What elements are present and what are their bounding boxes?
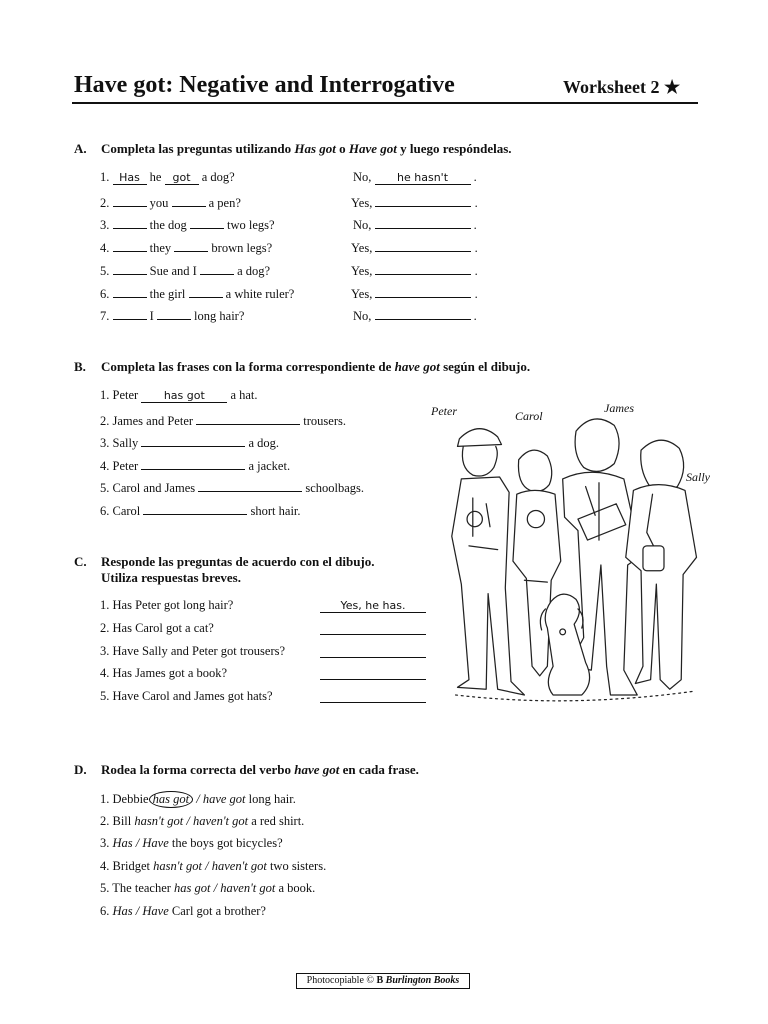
answer-blank[interactable]: [375, 193, 471, 207]
exercise-a-answer: Yes, .: [351, 284, 478, 302]
item-number: 4.: [100, 241, 113, 256]
exercise-b-item: [100, 411, 346, 429]
exercise-c-item: [100, 621, 214, 636]
answer-prefix: No,: [353, 170, 375, 184]
item-text: Debbie: [112, 792, 149, 806]
answer-blank[interactable]: [141, 456, 245, 470]
item-text: two legs?: [227, 218, 275, 233]
answer-blank[interactable]: [157, 306, 191, 320]
item-number: 2.: [100, 195, 113, 210]
item-text: you: [149, 195, 169, 210]
exercise-a-item: [100, 193, 241, 211]
exercise-a-answer: Yes, .: [351, 193, 478, 211]
answer-blank[interactable]: [143, 501, 247, 515]
item-number: 4.: [100, 458, 113, 473]
item-text: two sisters.: [266, 858, 327, 873]
item-number: 4.: [100, 858, 113, 873]
copyright-box: Photocopiable © B Burlington Books: [296, 973, 470, 989]
item-text: Sue and I: [149, 263, 197, 278]
option-separator: /: [132, 904, 143, 918]
item-number: 2.: [100, 620, 113, 635]
item-subject: Peter: [112, 388, 142, 402]
item-number: 3.: [100, 436, 113, 451]
exercise-d-item: [100, 859, 326, 874]
answer-prefix: Yes,: [351, 263, 376, 278]
exercise-c-answer: [320, 689, 426, 707]
answer-blank[interactable]: [174, 238, 208, 252]
worksheet-title: Have got: Negative and Interrogative: [74, 72, 455, 98]
item-number: 5.: [100, 881, 113, 896]
answer-blank[interactable]: [375, 261, 471, 275]
option-separator: /: [132, 836, 143, 851]
answer-blank[interactable]: [320, 666, 426, 680]
item-object: short hair.: [247, 504, 301, 518]
answer-blank[interactable]: [113, 284, 147, 298]
item-number: 5.: [100, 481, 113, 496]
answer-blank[interactable]: [375, 306, 471, 320]
item-object: a hat.: [227, 388, 258, 402]
item-object: trousers.: [300, 413, 346, 428]
item-subject: Carol and James: [112, 481, 199, 496]
answer-blank[interactable]: [189, 284, 223, 298]
exercise-a-answer: No, he hasn't .: [353, 170, 477, 184]
exercise-c-answer: [320, 621, 426, 639]
title-rule: [72, 102, 698, 104]
answer-blank[interactable]: [320, 689, 426, 703]
item-number: 6.: [100, 904, 113, 918]
kids-and-dog-illustration: [436, 412, 718, 716]
answer-blank[interactable]: [320, 621, 426, 635]
exercise-c-answer: [320, 666, 426, 684]
item-question: Have Sally and Peter got trousers?: [112, 643, 286, 658]
item-number: 6.: [100, 504, 113, 518]
label-peter: Peter: [431, 404, 457, 418]
exercise-d-item: [100, 836, 283, 851]
option-separator: /: [193, 792, 203, 806]
exercise-a-item: [100, 306, 244, 324]
exercise-b-item: [100, 478, 364, 496]
item-text: long hair?: [194, 309, 245, 324]
exercise-b-item: [100, 501, 301, 519]
verb-option[interactable]: haven't got: [192, 813, 249, 828]
answer-blank[interactable]: got: [165, 171, 199, 185]
verb-option[interactable]: Has: [112, 904, 133, 918]
exercise-a-item: [100, 284, 294, 302]
exercise-a-answer: Yes, .: [351, 238, 478, 256]
item-number: 5.: [100, 689, 113, 704]
worksheet-number: Worksheet 2 ★: [563, 77, 681, 97]
option-separator: /: [210, 881, 221, 896]
answer-blank[interactable]: Has: [113, 171, 147, 185]
verb-option[interactable]: Have: [142, 904, 169, 918]
item-number: 2.: [100, 813, 113, 828]
exercise-a-item: [100, 215, 275, 233]
item-subject: Peter: [112, 458, 142, 473]
exercise-b-item: [100, 433, 279, 451]
item-text: the boys got bicycles?: [168, 836, 283, 851]
item-number: 2.: [100, 413, 113, 428]
item-text: brown legs?: [211, 241, 273, 256]
answer-blank[interactable]: [113, 215, 147, 229]
answer-blank[interactable]: [113, 261, 147, 275]
option-separator: /: [183, 813, 193, 828]
item-text: a red shirt.: [248, 813, 305, 828]
verb-option[interactable]: hasn't got: [153, 858, 202, 873]
item-number: 1.: [100, 598, 113, 612]
answer-blank[interactable]: he hasn't: [375, 171, 471, 185]
verb-option[interactable]: Have: [142, 836, 169, 851]
exercise-a-item: [100, 261, 270, 279]
exercise-c-item: [100, 689, 273, 704]
item-text: Bridget: [112, 858, 154, 873]
answer-blank[interactable]: [141, 433, 245, 447]
item-question: Has Peter got long hair?: [112, 598, 234, 612]
exercise-d-item: [100, 791, 296, 808]
verb-option[interactable]: has got: [174, 881, 211, 896]
item-number: 5.: [100, 263, 113, 278]
exercise-c-item: [100, 666, 227, 681]
exercise-a-item: [100, 238, 272, 256]
exercise-c-answer: [320, 598, 426, 613]
answer-blank[interactable]: [113, 306, 147, 320]
item-text: long hair.: [245, 792, 296, 806]
answer-blank[interactable]: [113, 193, 147, 207]
item-text: a dog?: [201, 170, 235, 184]
answer-blank[interactable]: [198, 478, 302, 492]
item-object: a jacket.: [245, 458, 291, 473]
item-subject: Sally: [112, 436, 142, 451]
exercise-a-answer: No, .: [353, 215, 477, 233]
item-number: 1.: [100, 792, 113, 806]
item-text: the girl: [149, 286, 186, 301]
answer-blank[interactable]: [200, 261, 234, 275]
exercise-a-answer: Yes, .: [351, 261, 478, 279]
item-object: a dog.: [245, 436, 280, 451]
verb-option[interactable]: hasn't got: [134, 813, 184, 828]
item-text: Carl got a brother?: [168, 904, 266, 918]
item-text: I: [149, 309, 154, 324]
answer-prefix: No,: [353, 309, 375, 324]
item-subject: James and Peter: [112, 413, 197, 428]
option-separator: /: [201, 858, 212, 873]
answer-blank[interactable]: [190, 215, 224, 229]
item-question: Has James got a book?: [112, 666, 228, 681]
exercise-c-item: [100, 644, 285, 659]
item-text: the dog: [149, 218, 187, 233]
label-sally: Sally: [686, 470, 710, 484]
item-text: a dog?: [237, 263, 271, 278]
answer-blank[interactable]: has got: [141, 389, 227, 403]
item-question: Have Carol and James got hats?: [112, 689, 273, 704]
item-number: 3.: [100, 643, 113, 658]
exercise-a-answer: No, .: [353, 306, 477, 324]
answer-blank[interactable]: Yes, he has.: [320, 599, 426, 613]
item-number: 7.: [100, 309, 113, 324]
label-james: James: [604, 401, 634, 415]
item-text: The teacher: [112, 881, 175, 896]
exercise-d-item: [100, 814, 304, 829]
exercise-d-item: [100, 881, 315, 896]
item-number: 3.: [100, 218, 113, 233]
item-number: 4.: [100, 666, 113, 681]
verb-option[interactable]: Has: [112, 836, 133, 851]
item-number: 3.: [100, 836, 113, 851]
answer-blank[interactable]: [375, 238, 471, 252]
verb-option[interactable]: have got: [202, 792, 246, 806]
exercise-c-answer: [320, 644, 426, 662]
burlington-logo-icon: B: [376, 975, 384, 986]
item-number: 1.: [100, 388, 113, 402]
verb-option[interactable]: haven't got: [220, 881, 276, 896]
item-number: 6.: [100, 286, 113, 301]
exercise-c-item: [100, 598, 233, 613]
item-text: a pen?: [208, 195, 241, 210]
answer-blank[interactable]: [375, 284, 471, 298]
item-text: he: [149, 170, 162, 184]
verb-option[interactable]: haven't got: [211, 858, 267, 873]
label-carol: Carol: [515, 409, 543, 423]
answer-prefix: Yes,: [351, 195, 376, 210]
exercise-d-item: [100, 904, 266, 919]
item-text: a book.: [275, 881, 316, 896]
exercise-b-item: [100, 456, 290, 474]
answer-prefix: Yes,: [351, 286, 376, 301]
answer-blank[interactable]: [172, 193, 206, 207]
answer-blank[interactable]: [113, 238, 147, 252]
item-subject: Carol: [112, 504, 144, 518]
answer-blank[interactable]: [375, 215, 471, 229]
exercise-a-item: [100, 170, 235, 185]
answer-blank[interactable]: [320, 644, 426, 658]
item-object: schoolbags.: [302, 481, 365, 496]
star-icon: ★: [664, 77, 681, 97]
item-text: they: [149, 241, 172, 256]
item-text: a white ruler?: [225, 286, 295, 301]
item-question: Has Carol got a cat?: [112, 620, 214, 635]
item-text: Bill: [112, 813, 135, 828]
answer-prefix: Yes,: [351, 241, 376, 256]
item-number: 1.: [100, 170, 113, 184]
answer-blank[interactable]: [196, 411, 300, 425]
exercise-b-item: [100, 388, 258, 403]
verb-option[interactable]: has got: [149, 791, 193, 808]
answer-prefix: No,: [353, 218, 375, 233]
